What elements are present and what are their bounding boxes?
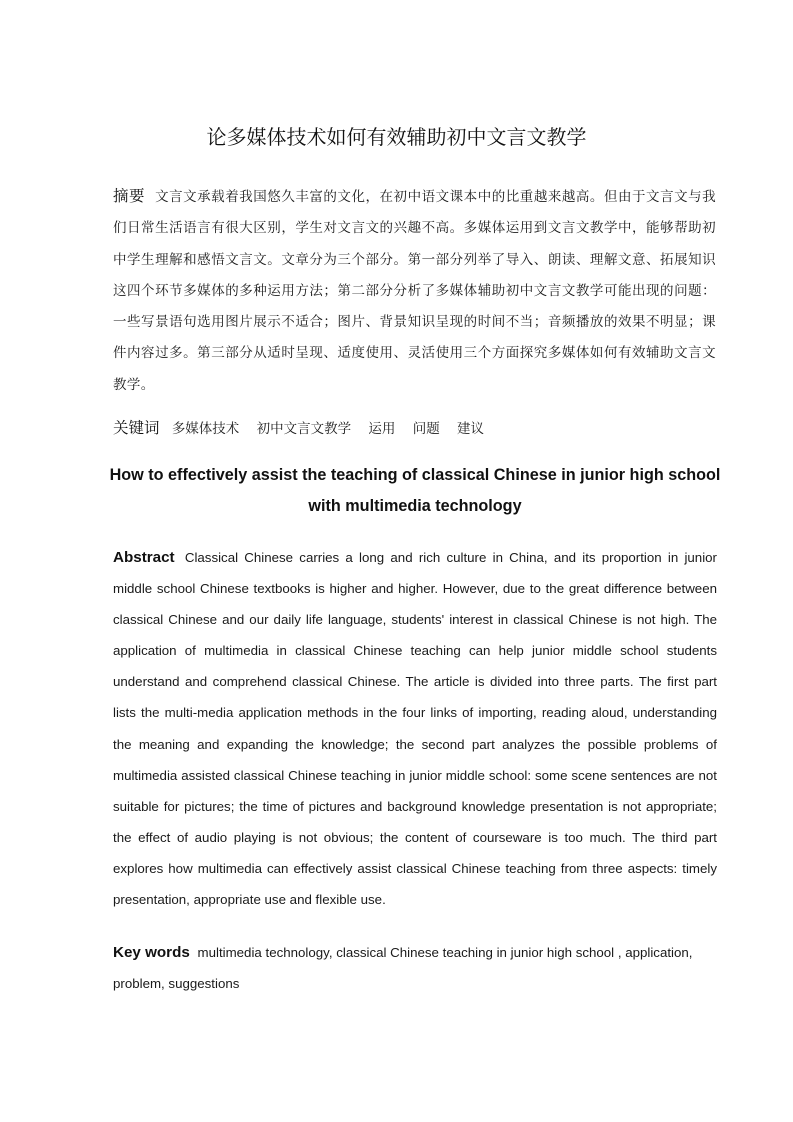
chinese-keywords-label: 关键词 xyxy=(113,419,160,437)
english-abstract-label: Abstract xyxy=(113,549,175,566)
english-keywords xyxy=(113,937,717,999)
english-abstract-text: Classical Chinese carries a long and rich culture in China, and its proportion in junior middle school Chinese textbooks is higher and higher. However, due to the great difference between classical Chinese and our daily life language, students' interest in classical Chinese is not high. The application of multimedia in classical Chinese teaching can help junior middle school students understand and comprehend classical Chinese. The article is divided into three parts. The first part lists the multi-media application methods in the four links of importing, reading aloud, understanding the meaning and expanding the knowledge; the second part analyzes the possible problems of multimedia assisted classical Chinese teaching in junior middle school: some scene sentences are not suitable for pictures; the time of pictures and background knowledge presentation is not appropriate; the effect of audio playing is not obvious; the content of courseware is too much. The third part explores how multimedia can effectively assist classical Chinese teaching from three aspects: timely presentation, appropriate use and flexible use. xyxy=(113,550,717,908)
english-abstract xyxy=(113,542,717,915)
chinese-abstract-label: 摘要 xyxy=(113,187,146,205)
english-keywords-label: Key words xyxy=(113,944,190,961)
english-keywords-text: multimedia technology, classical Chinese teaching in junior high school , application, problem, suggestions xyxy=(113,945,693,991)
chinese-keyword: 运用 xyxy=(368,421,396,437)
chinese-keyword: 初中文言文教学 xyxy=(256,421,352,437)
chinese-keyword: 多媒体技术 xyxy=(171,421,240,437)
chinese-abstract-text: 文言文承载着我国悠久丰富的文化，在初中语文课本中的比重越来越高。但由于文言文与我们日常生活语言有很大区别，学生对文言文的兴趣不高。多媒体运用到文言文教学中，能够帮助初中学生理解和感悟文言文。文章分为三个部分。第一部分列举了导入、朗读、理解文意、拓展知识这四个环节多媒体的多种运用方法；第二部分分析了多媒体辅助初中文言文教学可能出现的问题：一些写景语句选用图片展示不适合；图片、背景知识呈现的时间不当；音频播放的效果不明显；课件内容过多。第三部分从适时呈现、适度使用、灵活使用三个方面探究多媒体如何有效辅助文言文教学。 xyxy=(113,189,717,393)
chinese-keyword: 问题 xyxy=(412,421,440,437)
chinese-keyword: 建议 xyxy=(457,421,484,437)
english-title: How to effectively assist the teaching of classical Chinese in junior high school with multimedia technology xyxy=(109,466,721,515)
chinese-abstract xyxy=(113,181,716,401)
chinese-title: 论多媒体技术如何有效辅助初中文言文教学 xyxy=(206,125,587,149)
chinese-keywords xyxy=(113,413,716,444)
